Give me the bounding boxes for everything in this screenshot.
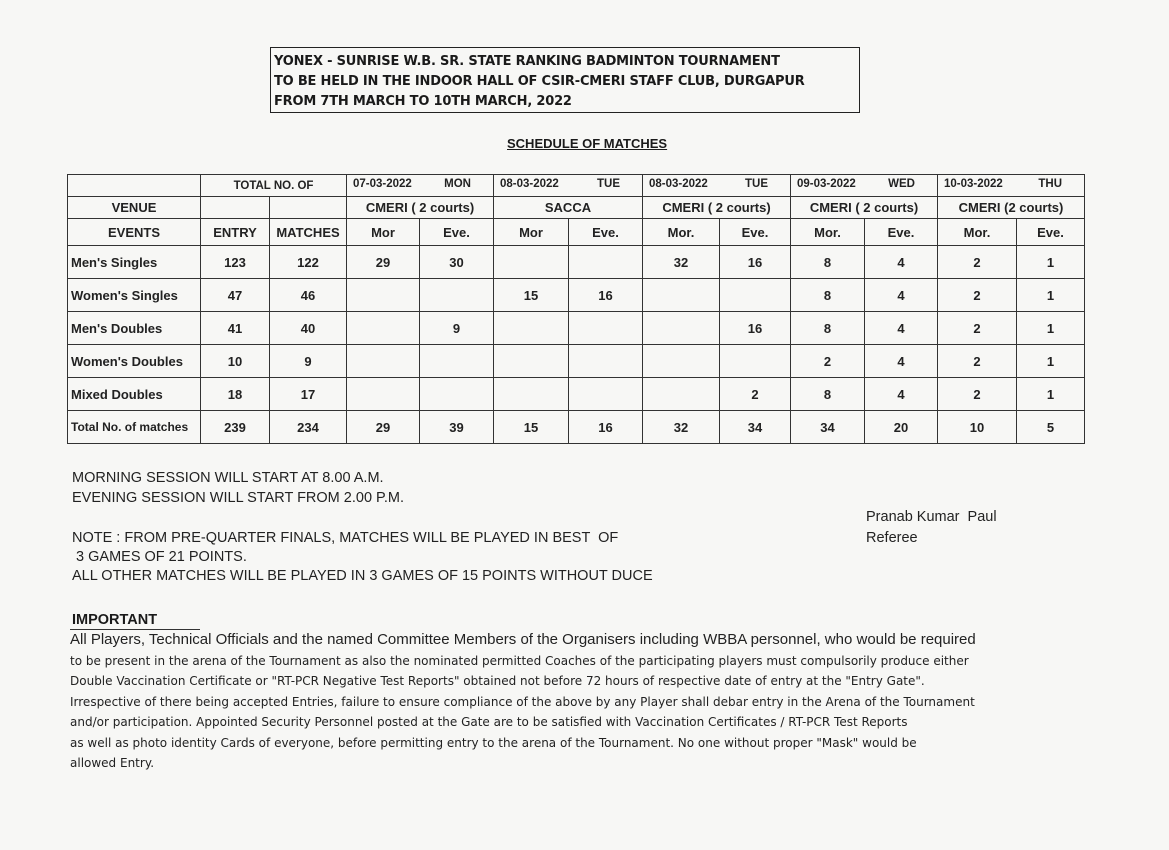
match-count-cell	[494, 345, 569, 378]
date-label: 09-03-2022	[797, 178, 856, 190]
match-count-cell	[347, 279, 420, 312]
schedule-heading: SCHEDULE OF MATCHES	[507, 136, 668, 151]
note-line-2: 3 GAMES OF 21 POINTS.	[72, 549, 247, 565]
match-count-cell: 9	[270, 345, 347, 378]
match-count-cell: 2	[938, 279, 1017, 312]
weekday-label: THU	[1038, 178, 1062, 190]
match-count-cell	[347, 312, 420, 345]
match-count-cell: 1	[1017, 345, 1085, 378]
match-count-cell	[643, 279, 720, 312]
match-count-cell	[347, 345, 420, 378]
date-label: 07-03-2022	[353, 178, 412, 190]
events-header-row	[68, 219, 1085, 246]
match-count-cell: 234	[270, 411, 347, 444]
match-count-cell	[569, 312, 643, 345]
match-count-cell	[494, 378, 569, 411]
match-count-cell: 41	[201, 312, 270, 345]
venue-row	[68, 197, 1085, 219]
match-count-cell: 15	[494, 411, 569, 444]
match-count-cell: 5	[1017, 411, 1085, 444]
match-count-cell: 1	[1017, 246, 1085, 279]
match-count-cell: 15	[494, 279, 569, 312]
day-header	[791, 175, 938, 197]
match-count-cell: 10	[938, 411, 1017, 444]
match-count-cell: 2	[938, 378, 1017, 411]
referee-title: Referee	[866, 530, 918, 546]
match-count-cell: 20	[865, 411, 938, 444]
note-line-1: NOTE : FROM PRE-QUARTER FINALS, MATCHES WILL BE PLAYED IN BEST OF	[72, 530, 619, 546]
match-count-cell: 4	[865, 345, 938, 378]
match-count-cell: 2	[720, 378, 791, 411]
important-heading: IMPORTANT	[72, 612, 158, 628]
match-count-cell: 39	[420, 411, 494, 444]
important-line: and/or participation. Appointed Security Personnel posted at the Gate are to be satisfied with Vaccination Certificates / RT-PCR Test Reports	[70, 715, 908, 729]
match-count-cell	[569, 246, 643, 279]
venue-cell: CMERI ( 2 courts)	[791, 197, 938, 219]
event-name: Mixed Doubles	[68, 378, 201, 411]
venue-cell: CMERI (2 courts)	[938, 197, 1085, 219]
referee-name: Pranab Kumar Paul	[866, 509, 997, 525]
match-count-cell: 2	[938, 345, 1017, 378]
match-count-cell: 47	[201, 279, 270, 312]
session-header: Eve.	[720, 219, 791, 246]
match-count-cell: 32	[643, 411, 720, 444]
session-header: Mor	[347, 219, 420, 246]
match-count-cell: 16	[720, 246, 791, 279]
match-count-cell: 1	[1017, 312, 1085, 345]
referee-signature	[866, 507, 997, 549]
title-line-2: TO BE HELD IN THE INDOOR HALL OF CSIR-CMERI STAFF CLUB, DURGAPUR	[274, 74, 805, 89]
session-times	[72, 468, 404, 508]
match-count-cell	[494, 312, 569, 345]
matches-header: MATCHES	[270, 219, 347, 246]
match-count-cell: 40	[270, 312, 347, 345]
event-name: Women's Singles	[68, 279, 201, 312]
weekday-label: TUE	[745, 178, 768, 190]
match-count-cell: 16	[569, 279, 643, 312]
match-count-cell: 29	[347, 411, 420, 444]
morning-session-text: MORNING SESSION WILL START AT 8.00 A.M.	[72, 470, 384, 486]
entry-header: ENTRY	[201, 219, 270, 246]
date-label: 10-03-2022	[944, 178, 1003, 190]
weekday-label: TUE	[597, 178, 620, 190]
important-line: as well as photo identity Cards of everyone, before permitting entry to the arena of the Tournament. No one without proper "Mask" would be	[70, 735, 917, 750]
day-header	[494, 175, 643, 197]
event-row	[68, 411, 1085, 444]
event-row	[68, 378, 1085, 411]
match-count-cell	[569, 345, 643, 378]
session-header: Mor.	[791, 219, 865, 246]
match-count-cell	[420, 279, 494, 312]
match-count-cell: 30	[420, 246, 494, 279]
day-header	[643, 175, 791, 197]
match-count-cell: 122	[270, 246, 347, 279]
important-line: Irrespective of there being accepted Entries, failure to ensure compliance of the above by any Player shall debar entry in the Arena of the Tournament	[70, 694, 975, 709]
tournament-title-box	[270, 47, 860, 113]
match-count-cell: 29	[347, 246, 420, 279]
match-format-note	[72, 529, 653, 586]
match-count-cell: 2	[938, 312, 1017, 345]
date-label: 08-03-2022	[649, 178, 708, 190]
blank-cell	[201, 197, 270, 219]
match-count-cell: 4	[865, 312, 938, 345]
match-count-cell: 17	[270, 378, 347, 411]
match-count-cell: 1	[1017, 279, 1085, 312]
event-row	[68, 246, 1085, 279]
match-count-cell	[420, 345, 494, 378]
event-name: Total No. of matches	[68, 411, 201, 444]
venue-label: VENUE	[68, 197, 201, 219]
venue-cell: SACCA	[494, 197, 643, 219]
match-count-cell: 9	[420, 312, 494, 345]
event-name: Men's Doubles	[68, 312, 201, 345]
match-count-cell: 1	[1017, 378, 1085, 411]
blank-cell	[68, 175, 201, 197]
match-count-cell: 123	[201, 246, 270, 279]
match-count-cell: 18	[201, 378, 270, 411]
evening-session-text: EVENING SESSION WILL START FROM 2.00 P.M.	[72, 490, 404, 506]
blank-cell	[270, 197, 347, 219]
important-paragraph	[70, 630, 1030, 774]
important-line: Double Vaccination Certificate or "RT-PCR Negative Test Reports" obtained not before 72 hours of respective date of entry at the "Entry Gate".	[70, 674, 925, 688]
weekday-label: MON	[444, 178, 471, 190]
day-header	[938, 175, 1085, 197]
match-count-cell: 16	[569, 411, 643, 444]
title-line-3: FROM 7TH MARCH TO 10TH MARCH, 2022	[274, 94, 572, 109]
total-no-of-header: TOTAL NO. OF	[201, 175, 347, 197]
event-name: Women's Doubles	[68, 345, 201, 378]
match-count-cell	[720, 279, 791, 312]
important-line: to be present in the arena of the Tournament as also the nominated permitted Coaches of the participating players must compulsorily produce either	[70, 653, 969, 668]
event-name: Men's Singles	[68, 246, 201, 279]
match-count-cell: 34	[791, 411, 865, 444]
match-count-cell: 2	[938, 246, 1017, 279]
match-count-cell: 8	[791, 279, 865, 312]
session-header: Eve.	[569, 219, 643, 246]
match-count-cell	[643, 312, 720, 345]
match-count-cell	[347, 378, 420, 411]
session-header: Eve.	[865, 219, 938, 246]
match-count-cell: 4	[865, 378, 938, 411]
match-count-cell	[643, 345, 720, 378]
important-line: allowed Entry.	[70, 756, 155, 770]
session-header: Mor	[494, 219, 569, 246]
match-count-cell: 46	[270, 279, 347, 312]
match-count-cell: 34	[720, 411, 791, 444]
note-line-3: ALL OTHER MATCHES WILL BE PLAYED IN 3 GAMES OF 15 POINTS WITHOUT DUCE	[72, 568, 653, 584]
match-count-cell: 10	[201, 345, 270, 378]
match-count-cell: 32	[643, 246, 720, 279]
day-header	[347, 175, 494, 197]
match-count-cell: 16	[720, 312, 791, 345]
match-count-cell	[643, 378, 720, 411]
important-line: All Players, Technical Officials and the named Committee Members of the Organisers including WBBA personnel, who would be required	[70, 631, 976, 648]
match-count-cell: 4	[865, 246, 938, 279]
session-header: Eve.	[1017, 219, 1085, 246]
date-label: 08-03-2022	[500, 178, 559, 190]
weekday-label: WED	[888, 178, 915, 190]
match-count-cell: 4	[865, 279, 938, 312]
match-count-cell: 8	[791, 378, 865, 411]
session-header: Eve.	[420, 219, 494, 246]
event-row	[68, 279, 1085, 312]
match-count-cell	[494, 246, 569, 279]
event-row	[68, 345, 1085, 378]
date-row	[68, 175, 1085, 197]
match-count-cell: 8	[791, 312, 865, 345]
events-label: EVENTS	[68, 219, 201, 246]
session-header: Mor.	[938, 219, 1017, 246]
match-count-cell	[420, 378, 494, 411]
match-count-cell	[569, 378, 643, 411]
match-count-cell: 239	[201, 411, 270, 444]
match-count-cell: 8	[791, 246, 865, 279]
schedule-table	[67, 174, 1085, 444]
venue-cell: CMERI ( 2 courts)	[643, 197, 791, 219]
event-row	[68, 312, 1085, 345]
session-header: Mor.	[643, 219, 720, 246]
match-count-cell	[720, 345, 791, 378]
title-line-1: YONEX - SUNRISE W.B. SR. STATE RANKING BADMINTON TOURNAMENT	[274, 54, 780, 69]
match-count-cell: 2	[791, 345, 865, 378]
venue-cell: CMERI ( 2 courts)	[347, 197, 494, 219]
